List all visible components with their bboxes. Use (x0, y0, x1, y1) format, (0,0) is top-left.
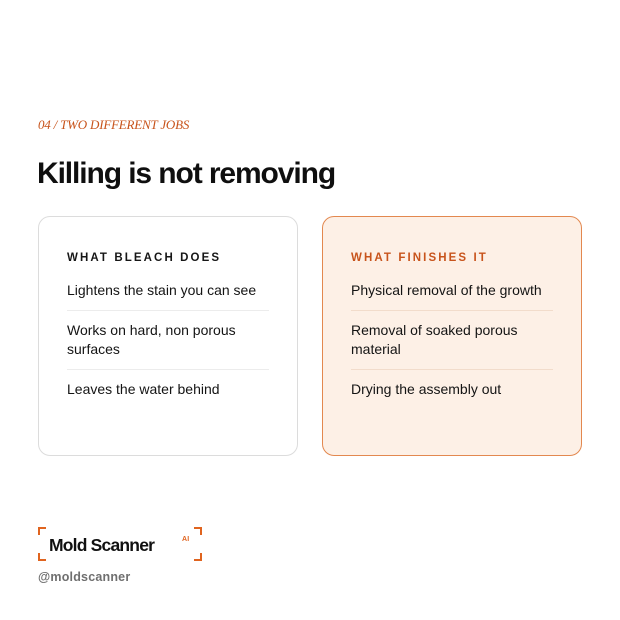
logo-corner-bracket (38, 527, 46, 535)
list-item: Lightens the stain you can see (67, 281, 269, 311)
list-item: Works on hard, non porous surfaces (67, 311, 269, 370)
finishes-card-title: WHAT FINISHES IT (351, 252, 488, 264)
bleach-list (67, 281, 269, 409)
brand-logo (38, 527, 202, 561)
bleach-card (38, 216, 298, 456)
finishes-card (322, 216, 582, 456)
logo-corner-bracket (194, 527, 202, 535)
list-item: Removal of soaked porous material (351, 311, 553, 370)
page-title: Killing is not removing (37, 157, 336, 190)
logo-corner-bracket (38, 553, 46, 561)
logo-ai-badge: AI (182, 536, 190, 543)
social-handle: @moldscanner (38, 570, 131, 584)
logo-corner-bracket (194, 553, 202, 561)
bleach-card-title: WHAT BLEACH DOES (67, 252, 222, 264)
list-item: Drying the assembly out (351, 381, 502, 397)
logo-wordmark: Mold Scanner (49, 535, 155, 555)
section-eyebrow: 04 / TWO DIFFERENT JOBS (38, 117, 190, 132)
list-item: Leaves the water behind (67, 381, 220, 397)
finishes-list (351, 281, 553, 409)
list-item: Physical removal of the growth (351, 281, 553, 311)
